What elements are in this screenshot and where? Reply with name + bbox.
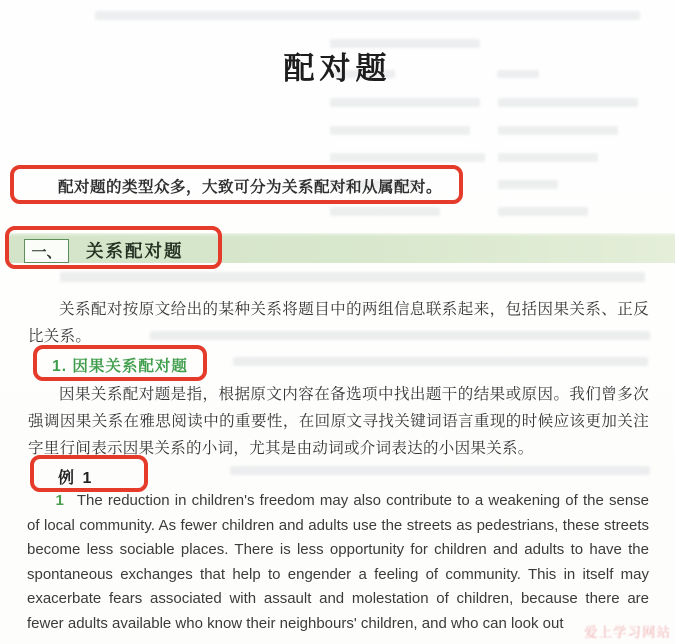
example-label: 例 1	[58, 470, 94, 487]
passage-paragraph	[27, 489, 649, 636]
subsection-highlight-box	[33, 345, 207, 381]
bleedthrough-line	[330, 98, 480, 107]
site-watermark: 爱上学习网站	[584, 625, 671, 640]
chapter-title: 配对题	[283, 50, 392, 86]
passage-text: The reduction in children's freedom may also contribute to a weakening of the sense of local community. As fewer children and adults use the streets as pedestrians, these streets become less sociable places. There is less opportunity for children and adults to have the spontaneous exchanges that help to engender a feeling of community. This in itself may exacerbate fears associated with assault and molestation of children, because there are fewer adults available who know their neighbours' children, and who can look out	[27, 492, 649, 632]
intro-sentence: 配对题的类型众多，大致可分为关系配对和从属配对。	[58, 179, 443, 196]
intro-highlight-box	[10, 165, 463, 204]
bleedthrough-line	[95, 11, 640, 20]
bleedthrough-line	[330, 207, 440, 216]
section-title: 关系配对题	[86, 241, 184, 261]
passage-number: 1	[55, 492, 64, 509]
bleedthrough-line	[498, 207, 588, 216]
bleedthrough-line	[230, 466, 650, 475]
section-number-chip: 一、	[24, 239, 69, 263]
bleedthrough-line	[233, 357, 648, 366]
section-highlight-box	[5, 226, 222, 269]
bleedthrough-line	[330, 153, 485, 162]
bleedthrough-line	[330, 126, 470, 135]
subsection-title: 1. 因果关系配对题	[52, 358, 188, 375]
paragraph-cause-effect: 因果关系配对题是指，根据原文内容在备选项中找出题干的结果或原因。我们曾多次强调因果关系在雅思阅读中的重要性，在回原文寻找关键词语言重现的时候应该更加关注字里行间表示因果关系的小词，尤其是由动词或介词表达的小因果关系。	[28, 386, 649, 457]
bleedthrough-line	[498, 98, 638, 107]
bleedthrough-line	[498, 126, 618, 135]
bleedthrough-line	[498, 180, 558, 189]
bleedthrough-line	[60, 272, 645, 282]
paragraph-relation-matching: 关系配对按原文给出的某种关系将题目中的两组信息联系起来，包括因果关系、正反比关系。	[28, 301, 649, 345]
bleedthrough-line	[498, 153, 598, 162]
example-highlight-box	[30, 455, 148, 492]
